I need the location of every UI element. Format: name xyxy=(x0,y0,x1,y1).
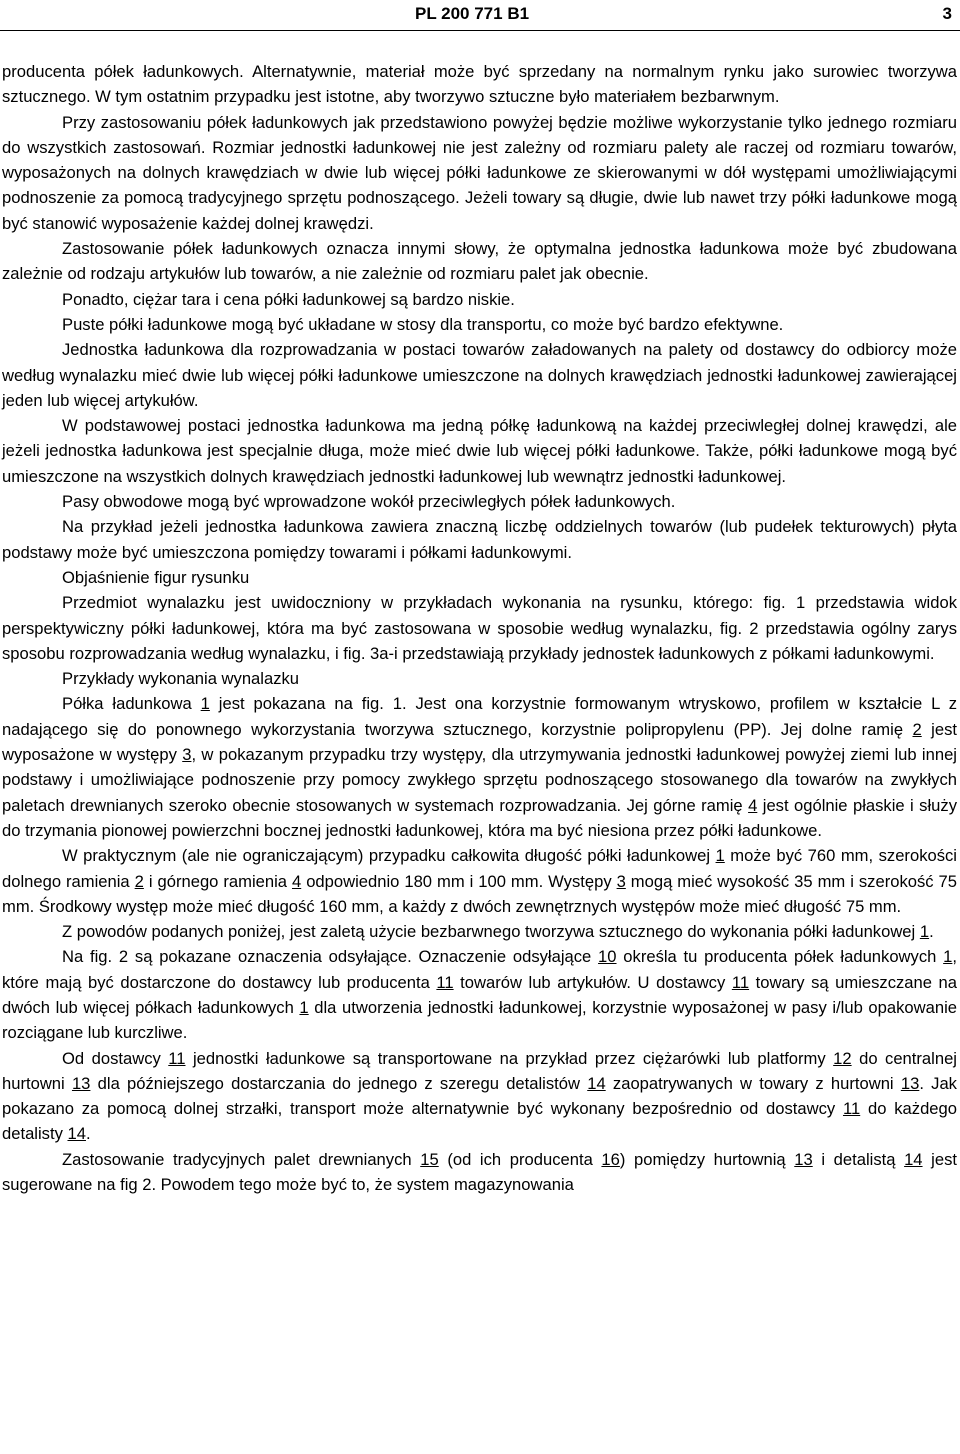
text-segment: . Jak pokazano za pomocą dolnej strzałki, transport może alternatywnie być wykonany bezpośrednio od dostawcy xyxy=(2,1073,957,1119)
reference-numeral: 13 xyxy=(794,1149,813,1169)
text-segment: zaopatrywanych w towary z hurtowni xyxy=(605,1073,901,1093)
paragraph xyxy=(2,590,957,666)
paragraph xyxy=(2,691,957,843)
reference-numeral: 2 xyxy=(912,719,922,739)
text-segment: Na przykład jeżeli jednostka ładunkowa zawiera znaczną liczbę oddzielnych towarów (lub pudełek tekturowych) płyta podstawy może być umieszczona pomiędzy towarami i półkami ładunkowymi. xyxy=(2,517,957,562)
reference-numeral: 10 xyxy=(598,947,617,967)
reference-numeral: 11 xyxy=(731,972,750,992)
reference-numeral: 1 xyxy=(200,694,210,714)
text-segment: Przy zastosowaniu półek ładunkowych jak przedstawiono powyżej będzie możliwe wykorzystanie tylko jednego rozmiaru do wszystkich zastosowań. Rozmiar jednostki ładunkowej nie jest zależny od rozmiaru palety ale raczej od rozmiaru towarów, wyposażonych na dolnych krawędziach w dwie lub więcej półki ładunkowe ze skierowanymi w dół występami umożliwiającymi podnoszenie za pomocą tradycyjnego sprzętu podnoszącego. Jeżeli towary są długie, dwie lub nawet trzy półki ładunkowe mogą być stanowić wyposażenie każdej dolnej krawędzi. xyxy=(2,112,957,233)
paragraph xyxy=(2,236,957,287)
reference-numeral: 1 xyxy=(919,922,930,942)
paragraph xyxy=(2,944,957,1045)
text-segment: ) pomiędzy hurtownią xyxy=(619,1149,795,1169)
text-segment: Objaśnienie figur rysunku xyxy=(62,567,250,587)
text-segment: mogą mieć wysokość 35 mm i szerokość 75 mm. Środkowy występ może mieć długość 160 mm, a każdy z dwóch zewnętrznych występów może mieć długość 75 mm. xyxy=(2,871,957,916)
text-segment: do każdego detalisty xyxy=(2,1099,957,1144)
text-segment: . xyxy=(929,922,934,942)
text-segment: Zastosowanie tradycyjnych palet drewnianych xyxy=(62,1149,421,1169)
text-segment: Na fig. 2 są pokazane oznaczenia odsyłające. Oznaczenie odsyłające xyxy=(62,947,599,967)
reference-numeral: 1 xyxy=(715,846,725,866)
text-segment: (od ich producenta xyxy=(438,1149,602,1169)
text-segment: dla późniejszego dostarczania do jednego z szeregu detalistów xyxy=(90,1073,588,1093)
text-segment: Puste półki ładunkowe mogą być układane w stosy dla transportu, co może być bardzo efektywne. xyxy=(62,314,784,334)
text-segment: , w pokazanym przypadku trzy występy, dla utrzymywania jednostki ładunkowej powyżej ziemi lub innej podstawy i umożliwiające podnoszenie przy pomocy zwykłego sprzętu podnoszącego stosowanego dla towarów na zwykłych paletach drewnianych szeroko obecnie stosowanych w systemach rozprowadzania. Jej górne ramię xyxy=(2,745,957,815)
document-body xyxy=(2,59,957,1197)
text-segment: jest sugerowane na fig 2. Powodem tego może być to, że system magazynowania xyxy=(2,1149,957,1195)
page-number: 3 xyxy=(942,4,952,23)
paragraph xyxy=(2,1046,957,1147)
paragraph xyxy=(2,565,957,590)
reference-numeral: 15 xyxy=(420,1149,439,1169)
text-segment: określa tu producenta półek ładunkowych xyxy=(616,947,944,967)
paragraph xyxy=(2,666,957,691)
text-segment: Z powodów podanych poniżej, jest zaletą użycie bezbarwnego tworzywa sztucznego do wykonania półki ładunkowej xyxy=(62,922,920,942)
text-segment: jest wyposażone w występy xyxy=(2,719,958,765)
paragraph xyxy=(2,110,957,236)
text-segment: Pasy obwodowe mogą być wprowadzone wokół przeciwległych półek ładunkowych. xyxy=(62,492,676,512)
reference-numeral: 2 xyxy=(134,871,144,891)
text-segment: może być 760 mm, szerokości dolnego ramienia xyxy=(2,846,957,891)
text-segment: W praktycznym (ale nie ograniczającym) przypadku całkowita długość półki ładunkowej xyxy=(62,846,716,866)
text-segment: Przykłady wykonania wynalazku xyxy=(62,669,300,689)
paragraph xyxy=(2,59,957,110)
text-segment: i górnego ramienia xyxy=(143,871,292,891)
reference-numeral: 4 xyxy=(291,871,302,891)
paragraph xyxy=(2,514,957,565)
text-segment: Przedmiot wynalazku jest uwidoczniony w przykładach wykonania na rysunku, którego: fig. 1 przedstawia widok perspektywiczny półki ładunkowej, która ma być zastosowana w sposobie według wynalazku, fig. 2 przedstawia ogólny zarys sposobu rozprowadzania według wynalazku, i fig. 3a-i przedstawiają przykłady jednostek ładunkowych z półkami ładunkowymi. xyxy=(2,593,957,663)
text-segment: Od dostawcy xyxy=(62,1048,169,1068)
text-segment: Zastosowanie półek ładunkowych oznacza innymi słowy, że optymalna jednostka ładunkowa może być zbudowana zależnie od rodzaju artykułów lub towarów, a nie zależnie od rozmiaru palet jak obecnie. xyxy=(2,239,957,284)
text-segment: Jednostka ładunkowa dla rozprowadzania w postaci towarów załadowanych na palety od dostawcy do odbiorcy może według wynalazku mieć dwie lub więcej półki ładunkowe umieszczone na dolnych krawędziach jednostki ładunkowej zawierającej jeden lub więcej artykułów. xyxy=(2,340,957,410)
text-segment: . xyxy=(85,1124,91,1144)
text-segment: , które mają być dostarczone do dostawcy lub producenta xyxy=(2,947,957,992)
reference-numeral: 11 xyxy=(436,972,454,992)
reference-numeral: 16 xyxy=(601,1149,620,1169)
reference-numeral: 14 xyxy=(904,1149,923,1169)
text-segment: odpowiednio 180 mm i 100 mm. Występy xyxy=(301,871,617,891)
text-segment: jest pokazana na fig. 1. Jest ona korzystnie formowanym wtryskowo, profilem w kształcie L z nadającego się do ponownego wykorzystania tworzywa sztucznego, korzystnie polipropylenu (PP). Jej dolne ramię xyxy=(2,694,957,739)
paragraph xyxy=(2,312,957,337)
text-segment: dla utworzenia jednostki ładunkowej, korzystnie wyposażonej w pasy i/lub opakowanie rozciągane lub kurczliwe. xyxy=(2,997,957,1043)
reference-numeral: 14 xyxy=(67,1124,86,1144)
page-header xyxy=(0,0,960,31)
text-segment: jednostki ładunkowe są transportowane na przykład przez ciężarówki lub platformy xyxy=(185,1048,834,1068)
reference-numeral: 3 xyxy=(182,745,192,765)
paragraph xyxy=(2,843,957,919)
reference-numeral: 3 xyxy=(616,871,626,891)
reference-numeral: 12 xyxy=(833,1048,852,1068)
text-segment: Półka ładunkowa xyxy=(62,694,201,714)
text-segment: do centralnej hurtowni xyxy=(2,1048,957,1093)
reference-numeral: 11 xyxy=(168,1048,186,1068)
text-segment: W podstawowej postaci jednostka ładunkowa ma jedną półkę ładunkową na każdej przeciwległej dolnej krawędzi, ale jeżeli jednostka ładunkowa jest specjalnie długa, może mieć dwie lub więcej półki ładunkowe. Także, półki ładunkowe mogą być umieszczone na wszystkich dolnych krawędziach jednostki ładunkowej lub wewnątrz jednostki ładunkowej. xyxy=(2,416,957,486)
reference-numeral: 11 xyxy=(842,1099,861,1119)
reference-numeral: 13 xyxy=(71,1073,91,1093)
text-segment: jest ogólnie płaskie i służy do trzymania pionowej powierzchni bocznej jednostki ładunkowej, która ma być niesiona przez półki ładunkowe. xyxy=(2,795,957,840)
reference-numeral: 4 xyxy=(748,795,758,815)
text-segment: i detalistą xyxy=(812,1149,905,1169)
reference-numeral: 14 xyxy=(587,1073,606,1093)
paragraph xyxy=(2,337,957,413)
paragraph xyxy=(2,489,957,514)
reference-numeral: 13 xyxy=(900,1073,920,1093)
paragraph xyxy=(2,1147,957,1198)
paragraph xyxy=(2,413,957,489)
text-segment: Ponadto, ciężar tara i cena półki ładunkowej są bardzo niskie. xyxy=(62,289,515,309)
reference-numeral: 1 xyxy=(943,947,953,967)
paragraph xyxy=(2,287,957,312)
paragraph xyxy=(2,919,957,944)
text-segment: towary są umieszczane na dwóch lub więcej półkach ładunkowych xyxy=(2,972,958,1017)
text-segment: towarów lub artykułów. U dostawcy xyxy=(453,972,732,992)
patent-number: PL 200 771 B1 xyxy=(415,4,530,23)
text-segment: producenta półek ładunkowych. Alternatywnie, materiał może być sprzedany na normalnym rynku jako surowiec tworzywa sztucznego. W tym ostatnim przypadku jest istotne, aby tworzywo sztuczne było materiałem bezbarwnym. xyxy=(2,62,957,107)
reference-numeral: 1 xyxy=(299,997,309,1017)
